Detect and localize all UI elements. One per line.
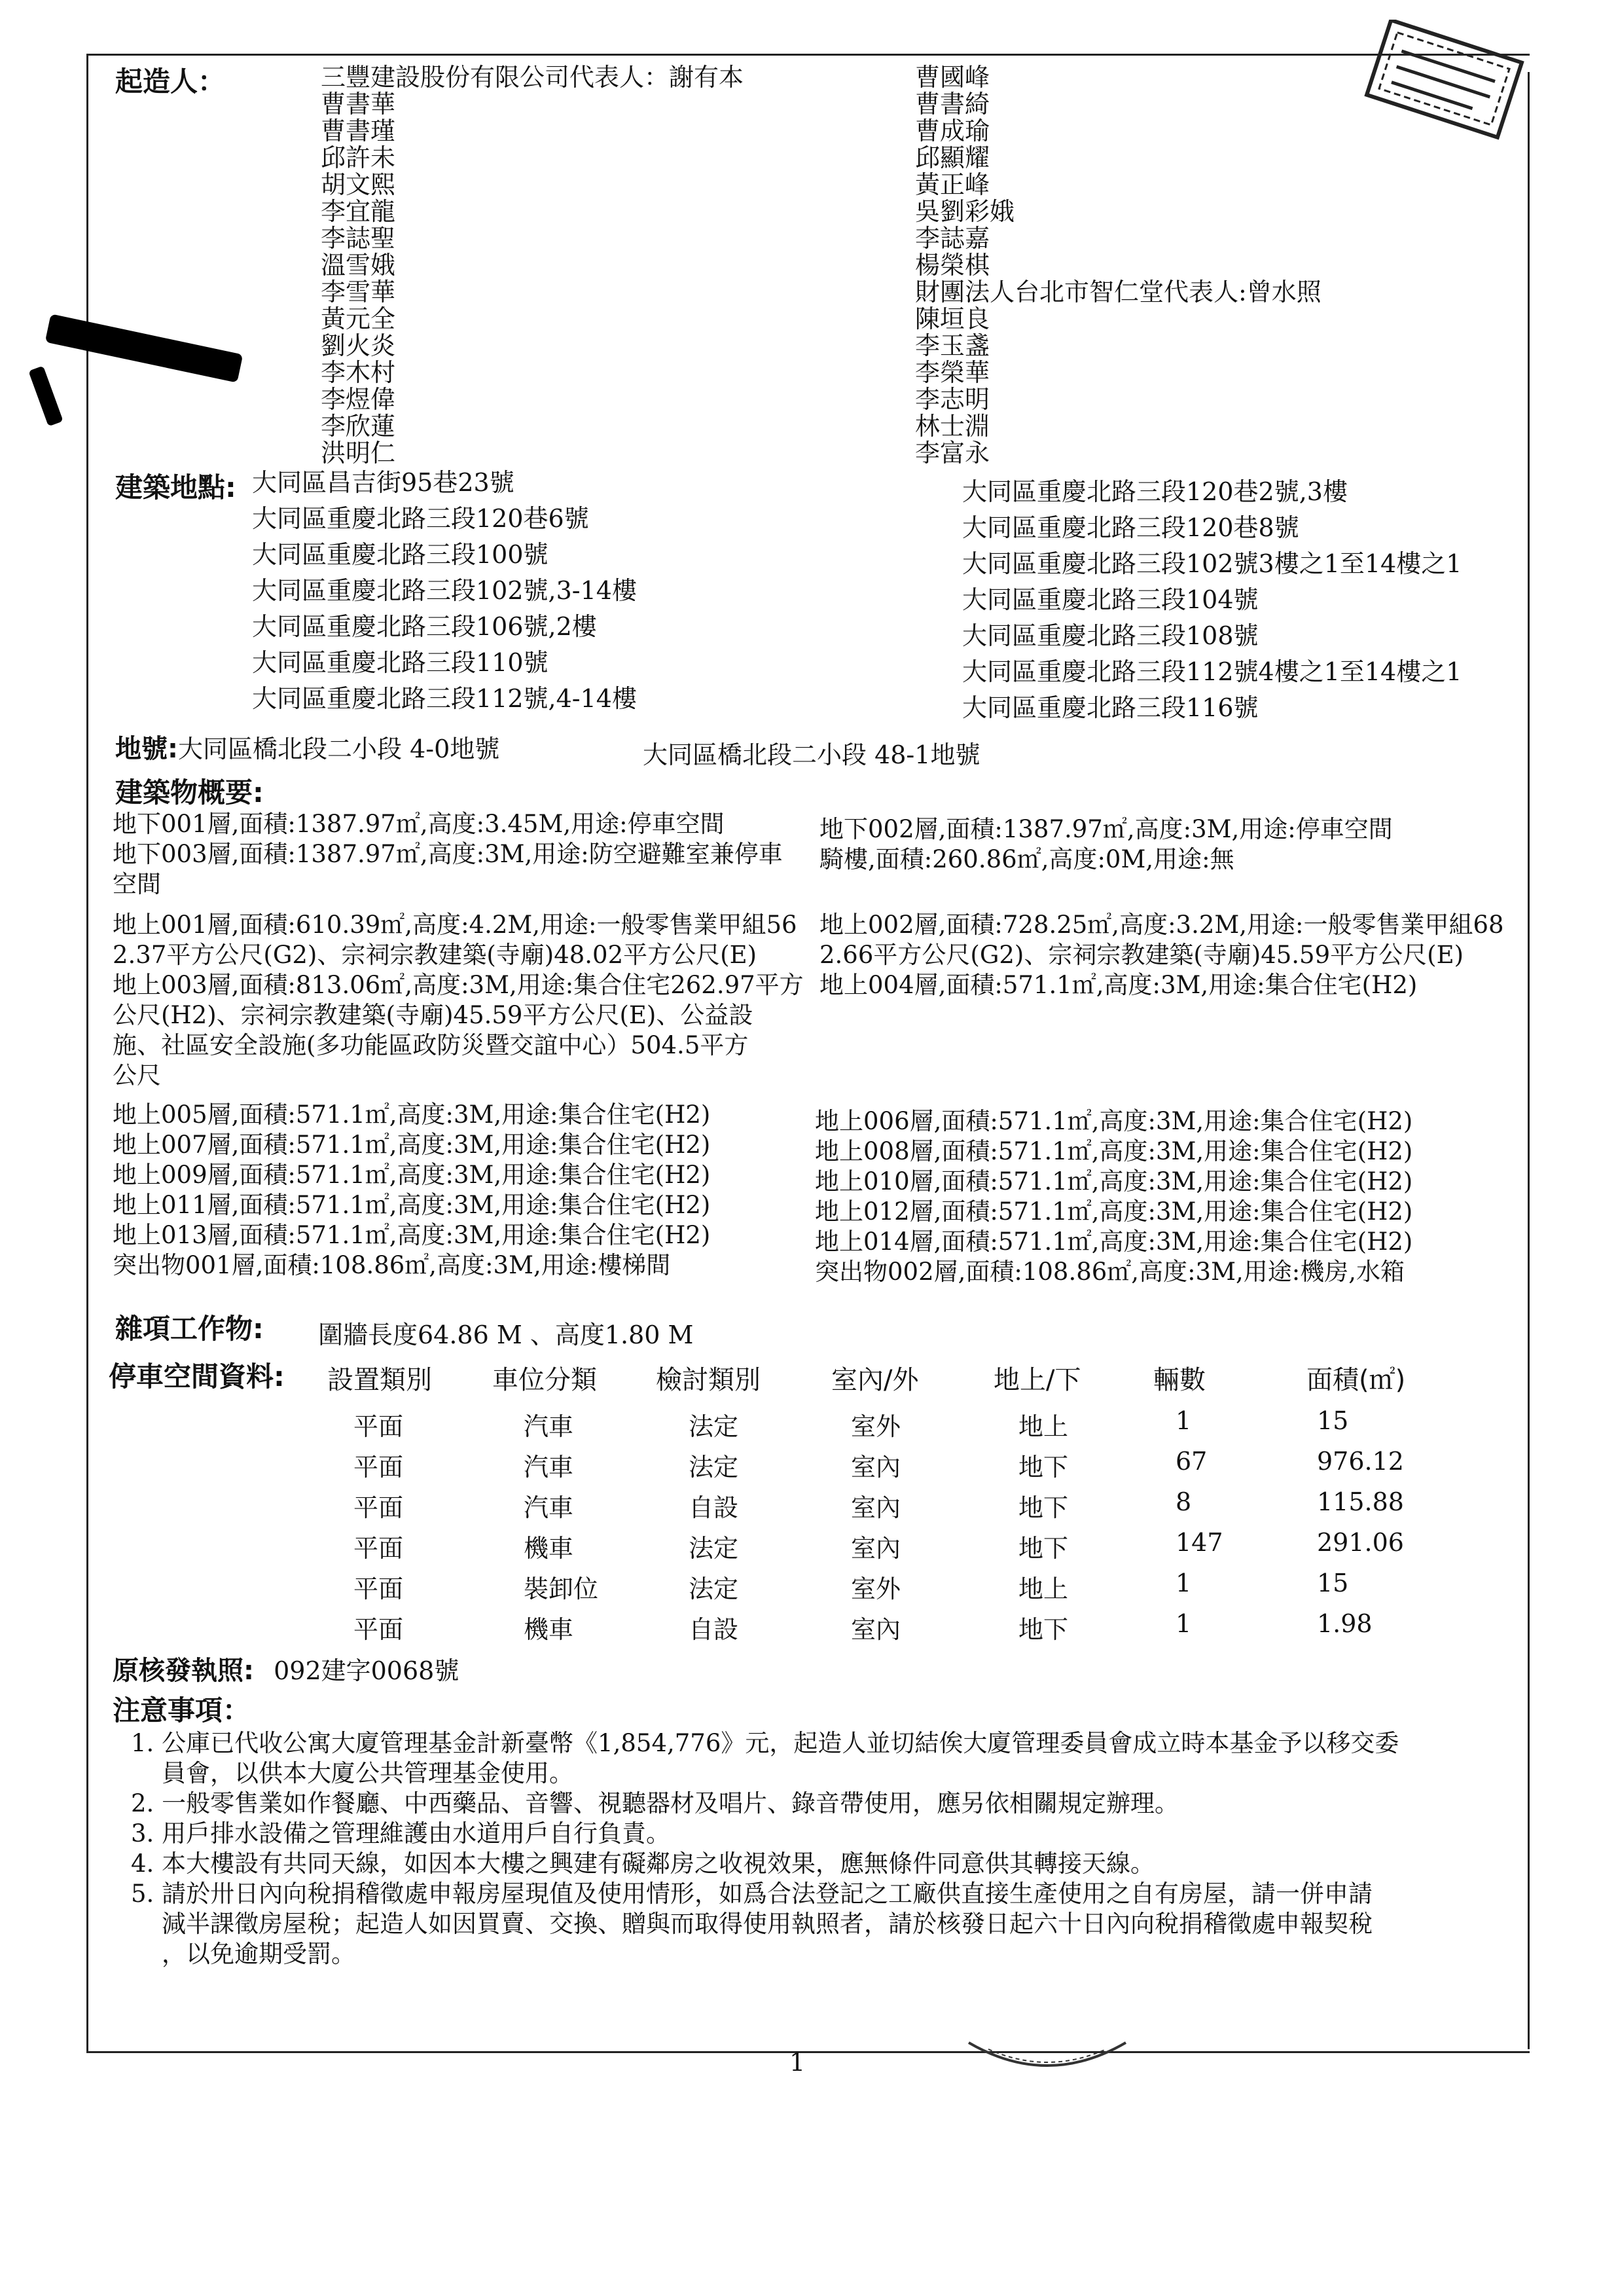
lot-row [115, 728, 499, 765]
misc-value: 圍牆長度64.86 M 、高度1.80 M [318, 1321, 694, 1349]
stamp-seal-icon [1348, 20, 1538, 144]
floor-entry: 地上004層,面積:571.1㎡,高度:3M,用途:集合住宅(H2) [819, 971, 1418, 999]
floor-entry: 突出物002層,面積:108.86㎡,高度:3M,用途:機房,水箱 [815, 1258, 1405, 1286]
parking-cell: 地下 [1018, 1493, 1069, 1522]
owner-name: 曹成瑜 [915, 117, 990, 145]
page-number: 1 [789, 2048, 806, 2077]
floor-entry: 地下002層,面積:1387.97㎡,高度:3M,用途:停車空間 [819, 815, 1393, 843]
owner-name: 李榮華 [915, 358, 990, 387]
owner-name: 曹書瑾 [321, 117, 396, 145]
parking-header: 車位分類 [492, 1365, 597, 1395]
owner-name: 李玉盞 [915, 331, 990, 360]
address-line: 大同區重慶北路三段104號 [962, 585, 1259, 614]
parking-cell: 裝卸位 [524, 1575, 599, 1603]
parking-cell: 室外 [851, 1412, 901, 1441]
owner-name: 邱許未 [321, 143, 396, 172]
address-line: 大同區重慶北路三段112號4樓之1至14樓之1 [962, 657, 1462, 686]
parking-cell: 機車 [524, 1615, 574, 1644]
basement-list-right [819, 814, 1393, 875]
upper-list-right [815, 1106, 1412, 1287]
parking-cell: 地上 [1018, 1575, 1069, 1603]
note-item: 4. 本大樓設有共同天線，如因本大樓之興建有礙鄰房之收視效果，應無條件同意供其轉接天線。 [131, 1850, 1155, 1878]
owner-name: 黃正峰 [915, 170, 990, 199]
owners-label: 起造人： [115, 65, 226, 98]
lot-label: 地號: [115, 734, 178, 764]
floor-entry: 地上014層,面積:571.1㎡,高度:3M,用途:集合住宅(H2) [815, 1228, 1413, 1256]
lot-value-right: 大同區橋北段二小段 48-1地號 [643, 740, 980, 769]
parking-cell: 自設 [689, 1615, 739, 1644]
owner-name: 三豐建設股份有限公司代表人：謝有本 [321, 63, 744, 92]
parking-cell: 15 [1317, 1406, 1349, 1435]
parking-header: 地上/下 [994, 1365, 1081, 1395]
parking-header: 輛數 [1153, 1365, 1206, 1395]
owner-name: 曹書華 [321, 90, 396, 118]
parking-cell: 15 [1317, 1569, 1349, 1597]
note-item: 5. 請於卅日內向稅捐稽徵處申報房屋現值及使用情形，如爲合法登記之工廠供直接生產使用之自有房屋，請一併申請 減半課徵房屋稅；起造人如因買賣、交換、贈與而取得使用執照者，請於核發日起六十日內向稅捐稽徵處申報契稅 ，以免逾期受罰。 [131, 1880, 1373, 1968]
address-line: 大同區重慶北路三段120巷8號 [962, 513, 1299, 542]
parking-cell: 汽車 [524, 1493, 574, 1522]
owner-name: 楊榮棋 [915, 251, 990, 280]
floor-entry: 地上006層,面積:571.1㎡,高度:3M,用途:集合住宅(H2) [815, 1107, 1413, 1135]
owner-name: 財團法人台北市智仁堂代表人:曾水照 [915, 278, 1321, 306]
floor-entry: 地上008層,面積:571.1㎡,高度:3M,用途:集合住宅(H2) [815, 1137, 1413, 1165]
frame-right-border [1528, 72, 1530, 2049]
owner-name: 溫雪娥 [321, 251, 396, 280]
owners-list-left [321, 64, 744, 467]
parking-cell: 法定 [689, 1575, 739, 1603]
parking-cell: 291.06 [1317, 1528, 1404, 1557]
parking-cell: 室內 [851, 1534, 901, 1563]
parking-cell: 67 [1176, 1447, 1208, 1476]
address-line: 大同區重慶北路三段110號 [252, 648, 548, 677]
misc-label: 雜項工作物: [115, 1313, 264, 1345]
parking-cell: 法定 [689, 1412, 739, 1441]
ground-list-right [819, 910, 1504, 1000]
parking-cell: 平面 [353, 1493, 404, 1522]
parking-label: 停車空間資料: [109, 1360, 285, 1393]
upper-list-left [113, 1100, 710, 1281]
owner-name: 黃元全 [321, 304, 396, 333]
parking-cell: 1 [1176, 1609, 1192, 1638]
parking-cell: 8 [1176, 1487, 1192, 1516]
owner-name: 李富永 [915, 439, 990, 467]
license-row [113, 1650, 459, 1687]
floor-entry: 地下001層,面積:1387.97㎡,高度:3.45M,用途:停車空間 [113, 810, 725, 838]
building-label: 建築物概要: [115, 776, 264, 809]
floor-entry: 地上010層,面積:571.1㎡,高度:3M,用途:集合住宅(H2) [815, 1167, 1413, 1195]
parking-cell: 平面 [353, 1615, 404, 1644]
parking-header: 面積(㎡) [1306, 1365, 1406, 1395]
note-item: 2. 一般零售業如作餐廳、中西藥品、音響、視聽器材及唱片、錄音帶使用，應另依相關規定辦理。 [131, 1789, 1179, 1817]
floor-entry: 地上011層,面積:571.1㎡,高度:3M,用途:集合住宅(H2) [113, 1191, 711, 1219]
floor-entry: 突出物001層,面積:108.86㎡,高度:3M,用途:樓梯間 [113, 1251, 671, 1279]
parking-header: 室內/外 [831, 1365, 919, 1395]
parking-cell: 室內 [851, 1615, 901, 1644]
address-line: 大同區重慶北路三段102號3樓之1至14樓之1 [962, 549, 1462, 578]
notes-label: 注意事項： [113, 1694, 251, 1726]
seal-partial-icon [962, 2036, 1132, 2082]
owner-name: 吳劉彩娥 [915, 197, 1015, 226]
owner-name: 陳垣良 [915, 304, 990, 333]
parking-cell: 室外 [851, 1575, 901, 1603]
owner-name: 曹國峰 [915, 63, 990, 92]
floor-entry: 地上002層,面積:728.25㎡,高度:3.2M,用途:一般零售業甲組68 2.66平方公尺(G2)、宗祠宗教建築(寺廟)45.59平方公尺(E) [819, 911, 1504, 969]
floor-entry: 地上001層,面積:610.39㎡,高度:4.2M,用途:一般零售業甲組56 2.37平方公尺(G2)、宗祠宗教建築(寺廟)48.02平方公尺(E) [113, 911, 797, 969]
floor-entry: 地上012層,面積:571.1㎡,高度:3M,用途:集合住宅(H2) [815, 1197, 1413, 1226]
owner-name: 洪明仁 [321, 439, 396, 467]
address-line: 大同區重慶北路三段120巷2號,3樓 [962, 477, 1348, 506]
owner-name: 曹書綺 [915, 90, 990, 118]
parking-cell: 法定 [689, 1453, 739, 1482]
location-list-right [962, 474, 1462, 726]
parking-header: 設置類別 [327, 1365, 432, 1395]
floor-entry: 地下003層,面積:1387.97㎡,高度:3M,用途:防空避難室兼停車 空間 [113, 840, 783, 898]
floor-entry: 騎樓,面積:260.86㎡,高度:0M,用途:無 [819, 845, 1234, 873]
license-label: 原核發執照: [113, 1656, 254, 1686]
owner-name: 李雪華 [321, 278, 396, 306]
parking-cell: 室內 [851, 1453, 901, 1482]
address-line: 大同區重慶北路三段112號,4-14樓 [252, 684, 637, 713]
address-line: 大同區重慶北路三段108號 [962, 621, 1259, 650]
owner-name: 李誌嘉 [915, 224, 990, 253]
parking-cell: 室內 [851, 1493, 901, 1522]
owner-name: 李誌聖 [321, 224, 396, 253]
address-line: 大同區昌吉街95巷23號 [252, 468, 514, 497]
floor-entry: 地上003層,面積:813.06㎡,高度:3M,用途:集合住宅262.97平方 公尺(H2)、宗祠宗教建築(寺廟)45.59平方公尺(E)、公益設 施、社區安全設施(多功能區政防災暨交誼中心）504.5平方 公尺 [113, 971, 804, 1089]
location-list-left [252, 465, 637, 717]
parking-cell: 地下 [1018, 1615, 1069, 1644]
address-line: 大同區重慶北路三段116號 [962, 693, 1259, 722]
parking-cell: 汽車 [524, 1412, 574, 1441]
parking-cell: 平面 [353, 1412, 404, 1441]
license-value: 092建字0068號 [274, 1656, 459, 1685]
parking-header: 檢討類別 [656, 1365, 761, 1395]
owner-name: 李宜龍 [321, 197, 396, 226]
note-item: 3. 用戶排水設備之管理維護由水道用戶自行負責。 [131, 1819, 671, 1848]
owner-name: 李志明 [915, 385, 990, 414]
parking-cell: 地下 [1018, 1534, 1069, 1563]
parking-cell: 1 [1176, 1569, 1192, 1597]
lot-value-left: 大同區橋北段二小段 4-0地號 [178, 735, 500, 763]
owner-name: 劉火炎 [321, 331, 396, 360]
parking-cell: 147 [1176, 1528, 1223, 1557]
parking-cell: 地下 [1018, 1453, 1069, 1482]
owners-list-right [915, 64, 1321, 467]
parking-cell: 1 [1176, 1406, 1192, 1435]
owner-name: 李欣蓮 [321, 412, 396, 441]
parking-cell: 法定 [689, 1534, 739, 1563]
parking-cell: 115.88 [1317, 1487, 1404, 1516]
parking-cell: 1.98 [1317, 1609, 1373, 1638]
owner-name: 李煜偉 [321, 385, 396, 414]
basement-list-left [113, 809, 783, 900]
owner-name: 李木村 [321, 358, 396, 387]
notes-list [131, 1728, 1399, 1969]
parking-cell: 地上 [1018, 1412, 1069, 1441]
address-line: 大同區重慶北路三段106號,2樓 [252, 612, 597, 641]
parking-cell: 汽車 [524, 1453, 574, 1482]
parking-cell: 平面 [353, 1575, 404, 1603]
ground-list-left [113, 910, 804, 1091]
floor-entry: 地上013層,面積:571.1㎡,高度:3M,用途:集合住宅(H2) [113, 1221, 711, 1249]
floor-entry: 地上005層,面積:571.1㎡,高度:3M,用途:集合住宅(H2) [113, 1101, 711, 1129]
parking-cell: 機車 [524, 1534, 574, 1563]
floor-entry: 地上007層,面積:571.1㎡,高度:3M,用途:集合住宅(H2) [113, 1131, 711, 1159]
address-line: 大同區重慶北路三段102號,3-14樓 [252, 576, 637, 605]
scan-smudge-mark [28, 366, 63, 427]
floor-entry: 地上009層,面積:571.1㎡,高度:3M,用途:集合住宅(H2) [113, 1161, 711, 1189]
parking-cell: 自設 [689, 1493, 739, 1522]
parking-cell: 平面 [353, 1453, 404, 1482]
owner-name: 邱顯耀 [915, 143, 990, 172]
note-item: 1. 公庫已代收公寓大廈管理基金計新臺幣《1,854,776》元，起造人並切結俟大廈管理委員會成立時本基金予以移交委 員會，以供本大廈公共管理基金使用。 [131, 1729, 1399, 1787]
location-label: 建築地點: [115, 471, 236, 503]
parking-cell: 976.12 [1317, 1447, 1404, 1476]
address-line: 大同區重慶北路三段120巷6號 [252, 504, 589, 533]
owner-name: 林士淵 [915, 412, 990, 441]
parking-cell: 平面 [353, 1534, 404, 1563]
address-line: 大同區重慶北路三段100號 [252, 540, 548, 569]
owner-name: 胡文熙 [321, 170, 396, 199]
